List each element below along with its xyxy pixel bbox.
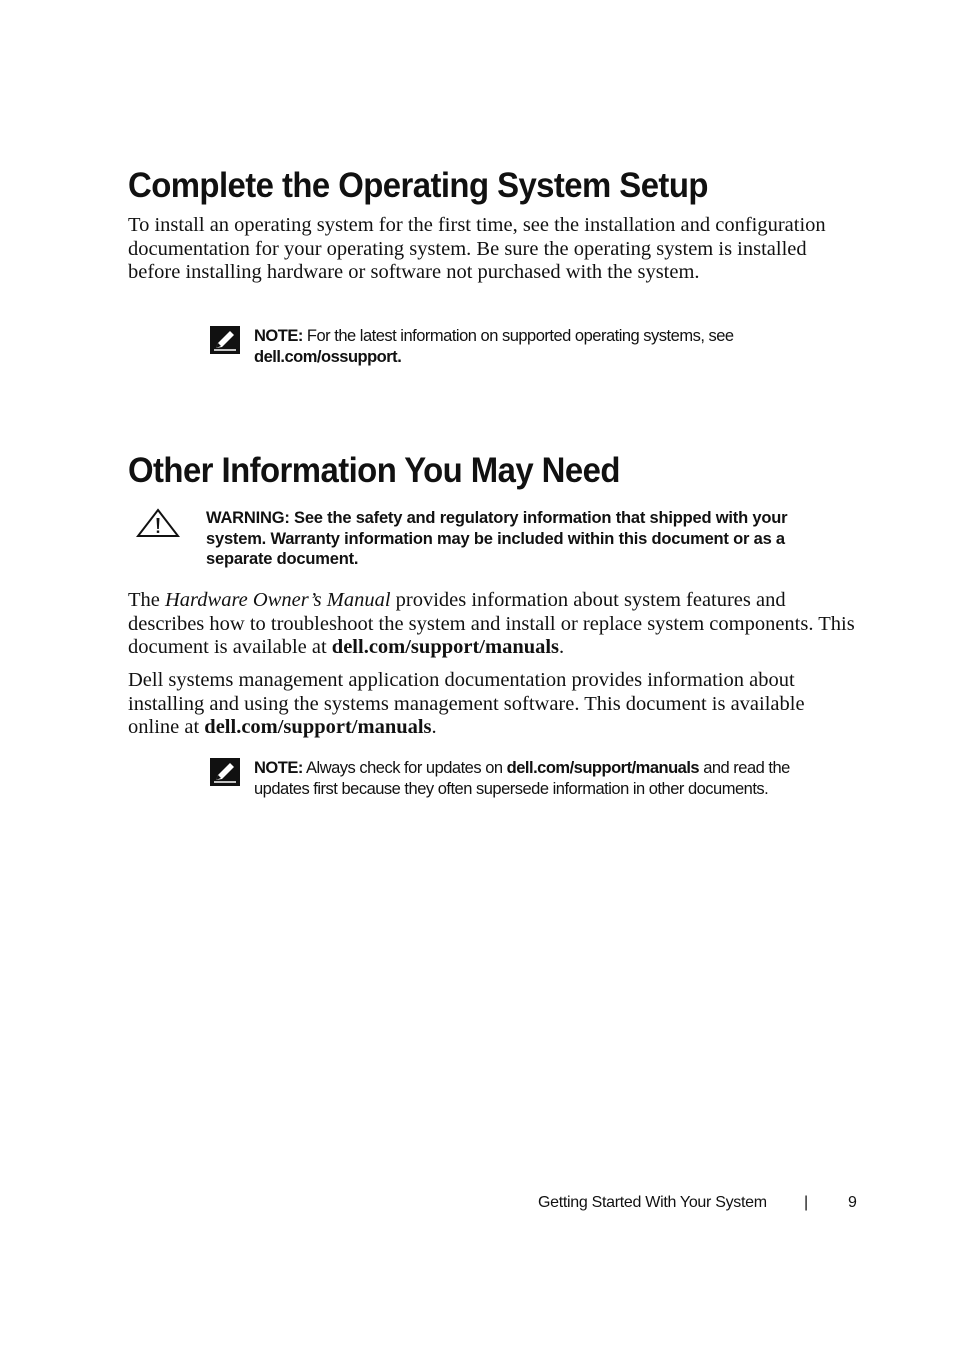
- note-body: and read the updates first because they often supersede information in other documents.: [254, 759, 790, 798]
- systems-management-paragraph: [128, 669, 858, 740]
- note-body: Always check for updates on: [302, 759, 507, 777]
- note-pencil-icon: [210, 326, 240, 354]
- footer-separator: |: [804, 1194, 809, 1211]
- section-heading-os-setup: Complete the Operating System Setup: [128, 166, 708, 205]
- warning-text: WARNING: See the safety and regulatory information that shipped with your system. Warranty information may be included within this document or as a separate document.: [206, 509, 788, 568]
- text-span: .: [559, 636, 565, 658]
- text-span: Dell systems management application documentation provides information about installing and using the systems management software. This document is available online at: [128, 669, 805, 738]
- footer-title: Getting Started With Your System: [538, 1194, 767, 1211]
- note-period: .: [397, 348, 402, 366]
- manual-title: Hardware Owner’s Manual: [165, 589, 391, 611]
- text-span: provides information about system features and describes how to troubleshoot the system and install or replace system components. This document is available at: [128, 589, 855, 658]
- os-setup-paragraph: To install an operating system for the first time, see the installation and configuration documentation for your operating system. Be sure the operating system is installed before installing hardware or software not purchased with the system.: [128, 214, 826, 283]
- text-span: The: [128, 589, 165, 611]
- page-number: 9: [848, 1194, 857, 1211]
- hardware-manual-paragraph: [128, 589, 858, 660]
- ossupport-link[interactable]: dell.com/ossupport: [254, 348, 398, 366]
- warning-triangle-icon: [136, 508, 180, 538]
- note-pencil-icon: [210, 758, 240, 786]
- note-label: NOTE:: [254, 327, 303, 345]
- support-manuals-link[interactable]: dell.com/support/manuals: [506, 759, 700, 777]
- text-span: .: [431, 716, 437, 738]
- support-manuals-link[interactable]: dell.com/support/manuals: [331, 636, 560, 658]
- page-footer: [538, 1194, 858, 1216]
- section-heading-other-info: Other Information You May Need: [128, 451, 620, 490]
- note-label: NOTE:: [254, 759, 303, 777]
- note-body: For the latest information on supported operating systems, see: [302, 327, 734, 345]
- note-updates-text: [254, 758, 834, 800]
- support-manuals-link[interactable]: dell.com/support/manuals: [204, 716, 432, 738]
- note-os-support-text: [254, 326, 834, 368]
